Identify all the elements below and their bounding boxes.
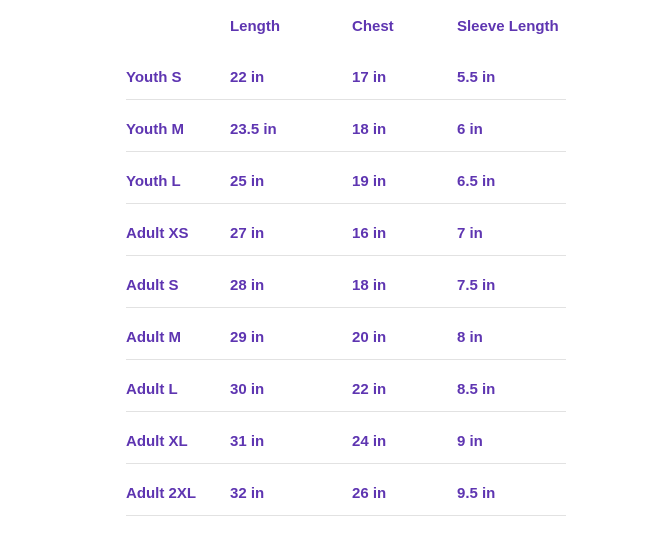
- chest-value-cell: 24 in: [352, 433, 387, 450]
- chest-value-cell: 20 in: [352, 329, 387, 346]
- sleeve-length-value-cell: 7 in: [457, 225, 483, 242]
- length-value-cell: 28 in: [230, 277, 265, 294]
- table-row: [126, 48, 566, 100]
- chest-value-cell: 16 in: [352, 225, 387, 242]
- table-body: [126, 48, 566, 516]
- table-row: [126, 152, 566, 204]
- sleeve-length-value-cell: 5.5 in: [457, 69, 496, 86]
- size-label-cell: Youth S: [126, 69, 182, 86]
- length-value-cell: 27 in: [230, 225, 265, 242]
- table-row: [126, 412, 566, 464]
- length-value-cell: 32 in: [230, 485, 265, 502]
- sleeve-length-value-cell: 9.5 in: [457, 485, 496, 502]
- sleeve-length-value-cell: 6.5 in: [457, 173, 496, 190]
- table-row: [126, 256, 566, 308]
- sleeve-length-value-cell: 9 in: [457, 433, 483, 450]
- chest-value-cell: 18 in: [352, 121, 387, 138]
- table-row: [126, 204, 566, 256]
- column-header-length: Length: [230, 18, 280, 35]
- length-value-cell: 29 in: [230, 329, 265, 346]
- table-row: [126, 464, 566, 516]
- sleeve-length-value-cell: 8 in: [457, 329, 483, 346]
- table-row: [126, 100, 566, 152]
- size-label-cell: Adult XL: [126, 433, 188, 450]
- chest-value-cell: 26 in: [352, 485, 387, 502]
- size-label-cell: Adult M: [126, 329, 181, 346]
- size-label-cell: Adult XS: [126, 225, 189, 242]
- size-label-cell: Adult L: [126, 381, 178, 398]
- chest-value-cell: 22 in: [352, 381, 387, 398]
- length-value-cell: 22 in: [230, 69, 265, 86]
- length-value-cell: 31 in: [230, 433, 265, 450]
- table-header-row: [126, 0, 566, 48]
- column-header-chest: Chest: [352, 18, 394, 35]
- chest-value-cell: 18 in: [352, 277, 387, 294]
- length-value-cell: 25 in: [230, 173, 265, 190]
- sleeve-length-value-cell: 6 in: [457, 121, 483, 138]
- size-label-cell: Adult 2XL: [126, 485, 196, 502]
- table-row: [126, 308, 566, 360]
- column-header-sleeve-length: Sleeve Length: [457, 18, 559, 35]
- sleeve-length-value-cell: 8.5 in: [457, 381, 496, 398]
- size-label-cell: Youth M: [126, 121, 185, 138]
- table-row: [126, 360, 566, 412]
- size-label-cell: Adult S: [126, 277, 179, 294]
- length-value-cell: 30 in: [230, 381, 265, 398]
- sleeve-length-value-cell: 7.5 in: [457, 277, 496, 294]
- size-chart-table: [126, 0, 566, 516]
- chest-value-cell: 19 in: [352, 173, 387, 190]
- size-label-cell: Youth L: [126, 173, 181, 190]
- chest-value-cell: 17 in: [352, 69, 387, 86]
- length-value-cell: 23.5 in: [230, 121, 277, 138]
